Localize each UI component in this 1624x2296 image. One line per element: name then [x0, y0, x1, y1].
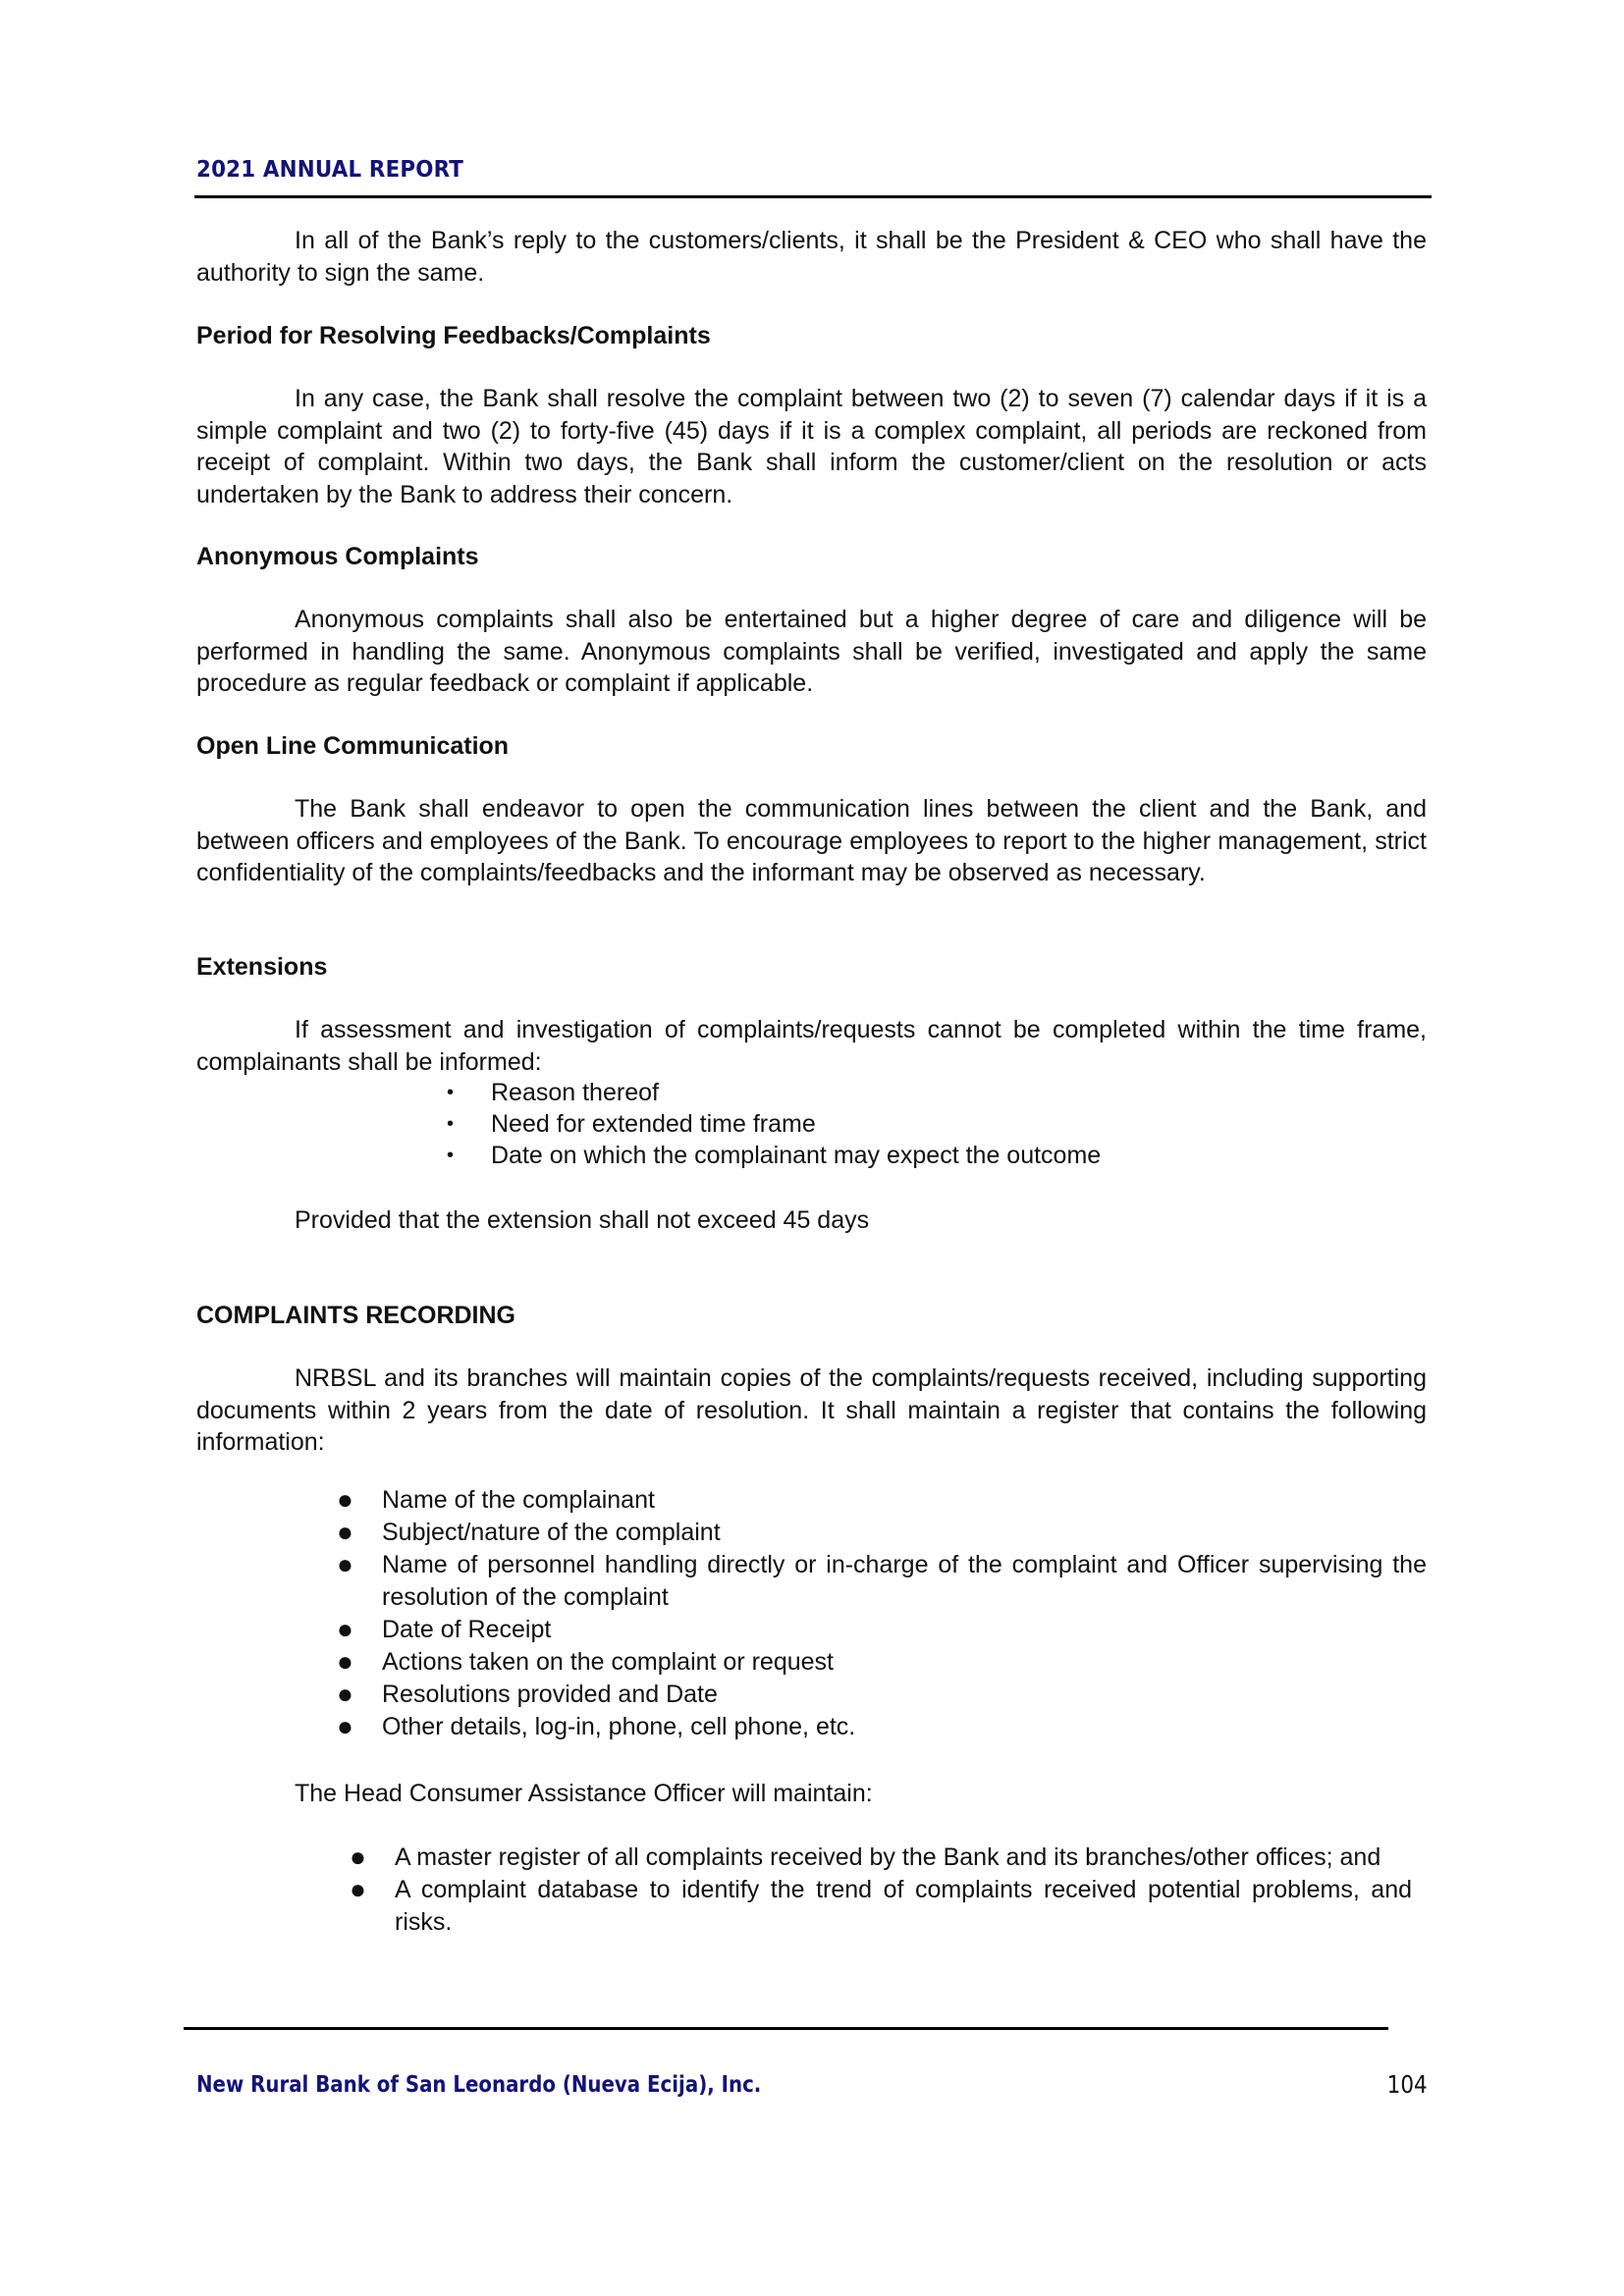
list-item: ● A master register of all complaints received by the Bank and its branches/other offices; and: [350, 1842, 1381, 1872]
officer-intro-block: [295, 1778, 1375, 1810]
list-item: • Date on which the complainant may expect the outcome: [447, 1142, 1102, 1169]
list-item: ● Subject/nature of the complaint: [337, 1517, 721, 1547]
section-period-resolving: [196, 320, 1427, 352]
section-heading: COMPLAINTS RECORDING: [196, 1302, 515, 1329]
bullet-icon: ●: [337, 1549, 353, 1579]
section-period-resolving-body: [196, 383, 1427, 510]
section-paragraph: In any case, the Bank shall resolve the complaint between two (2) to seven (7) calendar days if it is a simple complaint and two (2) to forty-five (45) days if it is a complex complaint, all periods are reckoned from receipt of complaint. Within two days, the Bank shall inform the customer/client on the resolution or acts undertaken by the Bank to address their concern.: [196, 385, 1427, 508]
officer-intro: The Head Consumer Assistance Officer will maintain:: [295, 1780, 873, 1807]
list-item: ● Date of Receipt: [337, 1614, 552, 1644]
section-heading: Anonymous Complaints: [196, 543, 479, 570]
section-open-line: [196, 730, 1427, 763]
bullet-icon: •: [447, 1145, 455, 1166]
section-extensions-body: [196, 1014, 1427, 1078]
bullet-icon: ●: [337, 1679, 353, 1709]
bullet-icon: •: [447, 1113, 455, 1135]
footer-organization: New Rural Bank of San Leonardo (Nueva Ecija), Inc.: [196, 2072, 762, 2098]
section-anonymous: [196, 541, 1427, 573]
section-extensions: [196, 951, 1427, 984]
section-complaints-recording: [196, 1300, 1427, 1332]
list-item: • Reason thereof: [447, 1079, 659, 1106]
intro-paragraph: In all of the Bank’s reply to the customers/clients, it shall be the President & CEO who shall have the authority to sign the same.: [196, 227, 1427, 287]
list-item: ● Name of personnel handling directly or in-charge of the complaint and Officer supervising the resolution of the complaint: [337, 1549, 1427, 1611]
bullet-icon: ●: [337, 1614, 353, 1644]
bullet-icon: ●: [337, 1646, 353, 1677]
section-heading: Open Line Communication: [196, 732, 510, 760]
bullet-icon: ●: [350, 1842, 366, 1872]
list-item: ● A complaint database to identify the trend of complaints received potential problems, and risks.: [350, 1874, 1412, 1936]
header-divider: [194, 195, 1432, 198]
bullet-icon: •: [447, 1082, 455, 1103]
page-number: 104: [1386, 2070, 1428, 2099]
section-heading: Period for Resolving Feedbacks/Complaints: [196, 322, 711, 349]
bullet-icon: ●: [337, 1517, 353, 1547]
intro-block: [196, 225, 1427, 289]
bullet-icon: ●: [337, 1484, 353, 1515]
extension-note: [295, 1204, 1375, 1237]
list-item: ● Resolutions provided and Date: [337, 1679, 718, 1709]
list-item: ● Other details, log-in, phone, cell phone, etc.: [337, 1711, 856, 1741]
officer-items-list: [350, 1842, 1412, 1939]
list-item: ● Name of the complainant: [337, 1484, 655, 1515]
list-item: ● Actions taken on the complaint or request: [337, 1646, 834, 1677]
section-paragraph: The Bank shall endeavor to open the communication lines between the client and the Bank, and between officers and employees of the Bank. To encourage employees to report to the higher management, strict confidentiality of the complaints/feedbacks and the informant may be observed as necessary.: [196, 795, 1427, 886]
section-heading: Extensions: [196, 953, 328, 981]
extension-reasons-list: [447, 1077, 1375, 1171]
bullet-icon: ●: [350, 1874, 366, 1904]
section-paragraph: Anonymous complaints shall also be entertained but a higher degree of care and diligence will be performed in handling the same. Anonymous complaints shall be verified, investigated and apply the same procedure as regular feedback or complaint if applicable.: [196, 606, 1427, 697]
section-paragraph: If assessment and investigation of complaints/requests cannot be completed within the time frame, complainants shall be informed:: [196, 1016, 1427, 1076]
bullet-icon: ●: [337, 1711, 353, 1741]
footer-divider: [184, 2027, 1388, 2030]
section-complaints-recording-body: [196, 1362, 1427, 1459]
section-anonymous-body: [196, 604, 1427, 700]
list-item: • Need for extended time frame: [447, 1110, 816, 1138]
extension-limit-note: Provided that the extension shall not exceed 45 days: [295, 1206, 870, 1234]
section-paragraph: NRBSL and its branches will maintain copies of the complaints/requests received, including supporting documents within 2 years from the date of resolution. It shall maintain a register that contains the following information:: [196, 1364, 1427, 1456]
section-open-line-body: [196, 793, 1427, 889]
register-items-list: [337, 1484, 1427, 1743]
running-header-title: 2021 ANNUAL REPORT: [196, 157, 464, 183]
